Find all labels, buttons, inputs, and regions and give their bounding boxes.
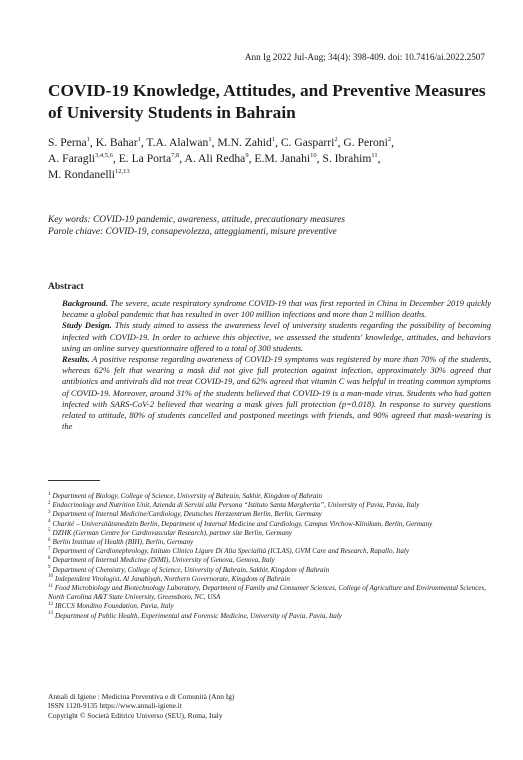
affiliation xyxy=(48,556,494,565)
author-affiliation-ref: 11 xyxy=(371,152,378,160)
affiliation-number: 8 xyxy=(48,556,51,562)
affiliation-number: 12 xyxy=(48,602,53,608)
keywords-italian: Parole chiave: COVID-19, consapevolezza, atteggiamenti, misure preventive xyxy=(48,227,337,237)
author xyxy=(48,168,130,181)
affiliation-number: 1 xyxy=(48,491,51,497)
affiliation-text: Department of Internal Medicine (DiMI), University of Genova, Genova, Italy xyxy=(52,556,275,565)
author-name: C. Gasparri xyxy=(280,136,335,149)
affiliation-number: 11 xyxy=(48,583,53,589)
journal-footer xyxy=(48,692,234,720)
author: A. Faragli$^{3,4,5,6}$, xyxy=(48,152,119,165)
journal-citation: Ann Ig 2022 Jul-Aug; 34(4): 398-409. doi: 10.7416/ai.2022.2507 xyxy=(244,52,485,62)
affiliation-text: Department of Chemistry, College of Science, University of Bahrain, Sakhir, Kingdom of Bahrain xyxy=(52,565,330,574)
author: G. Peroni$^2$, xyxy=(343,136,394,149)
affiliation-number: 5 xyxy=(48,528,51,534)
affiliation xyxy=(48,602,494,611)
affiliation-text: Charité – Universitätsmedizin Berlin, Department of Internal Medicine and Cardiology, Campus Virchow-Klinikum, Berlin, Germany xyxy=(52,519,433,528)
author: S. Perna$^1$, xyxy=(48,136,96,149)
affiliation xyxy=(48,520,494,529)
author-affiliation-ref: 12,13 xyxy=(114,168,130,176)
affiliation-number: 4 xyxy=(48,519,51,525)
affiliation-text: Department of Cardionephrology, Istituto Clinico Ligure Di Alta Specialità (ICLAS), GVM Care and Research, Rapallo, Italy xyxy=(52,547,410,556)
affiliation xyxy=(48,538,494,547)
affiliation xyxy=(48,575,494,584)
author-affiliation-ref: 1 xyxy=(137,136,141,144)
author-affiliation-ref: 1 xyxy=(271,136,276,144)
article-title: COVID-19 Knowledge, Attitudes, and Preventive Measures of University Students in Bahrain xyxy=(48,81,486,122)
author-name: E. La Porta xyxy=(118,152,172,165)
affiliation-number: 2 xyxy=(48,500,51,506)
author: E. La Porta$^{7,8}$, xyxy=(118,152,185,165)
author-name: A. Faragli xyxy=(48,152,96,165)
author: M.N. Zahid$^1$, xyxy=(217,136,281,149)
affiliation-number: 13 xyxy=(48,611,53,617)
abstract-heading: Abstract xyxy=(48,281,84,292)
abstract-section-results xyxy=(62,354,491,432)
affiliation xyxy=(48,501,494,510)
affiliation xyxy=(48,612,494,621)
affiliation-text: Department of Internal Medicine/Cardiology, Deutsches Herzzentrum Berlin, Berlin, Germany xyxy=(52,510,322,519)
footnote-divider xyxy=(48,480,100,481)
affiliation-text: Independent Virologist, Al Janabiyah, Northern Governorate, Kingdom of Bahrain xyxy=(55,574,290,583)
author-name: A. Ali Redha xyxy=(184,152,246,165)
author-list xyxy=(48,135,498,183)
author: A. Ali Redha$^9$, xyxy=(184,152,255,165)
affiliation-number: 3 xyxy=(48,510,51,516)
affiliation-number: 9 xyxy=(48,565,51,571)
affiliation xyxy=(48,492,494,501)
affiliation-number: 6 xyxy=(48,537,51,543)
keywords-english: Key words: COVID-19 pandemic, awareness, attitude, precautionary measures xyxy=(48,215,346,225)
affiliation-number: 7 xyxy=(48,546,51,552)
author-name: S. Ibrahim xyxy=(322,152,372,165)
affiliation xyxy=(48,547,494,556)
author-affiliation-ref: 2 xyxy=(334,136,338,144)
author-affiliation-ref: 9 xyxy=(245,152,249,160)
abstract-section-lead: Study Design. xyxy=(62,320,112,331)
author: T.A. Alalwan$^1$, xyxy=(146,136,218,149)
author-name: E.M. Janahi xyxy=(254,152,311,165)
affiliation-text: DZHK (German Centre for Cardiovascular Research), partner site Berlin, Germany xyxy=(52,528,292,537)
abstract-section-background xyxy=(62,298,491,320)
abstract-section-lead: Background. xyxy=(62,298,108,308)
abstract-section-text: The severe, acute respiratory syndrome COVID-19 that was first reported in China in December 2019 quickly became a global pandemic that has resulted in over 100 million infections and more than 2 million deaths. xyxy=(62,298,491,320)
affiliation-text: Endocrinology and Nutrition Unit, Azienda di Servizi alla Persona “Istituto Santa Margherita”, University of Pavia, Pavia, Italy xyxy=(52,501,420,510)
author-name: K. Bahar xyxy=(95,136,138,149)
author: K. Bahar$^1$, xyxy=(95,136,147,149)
author-name: T.A. Alalwan xyxy=(146,136,209,149)
author-affiliation-ref: 1 xyxy=(86,136,90,144)
affiliation xyxy=(48,510,494,519)
footer-journal-name: Annali di Igiene : Medicina Preventiva e di Comunità (Ann Ig) xyxy=(48,692,235,701)
abstract-section-text: This study aimed to assess the awareness level of university students regarding the possibility of becoming infected with COVID-19. In order to achieve this objective, we assessed the students' knowledge, attitudes, and behaviors using an online survey questionnaire offered to a total of 300 students. xyxy=(62,320,491,353)
affiliation-number: 10 xyxy=(48,574,53,580)
author: C. Gasparri$^2$, xyxy=(280,136,344,149)
footer-issn: ISSN 1120-9135 https://www.annali-igiene.it xyxy=(48,701,182,711)
author-affiliation-ref: 7,8 xyxy=(171,152,180,160)
author: E.M. Janahi$^{10}$, xyxy=(254,152,323,165)
abstract-section-lead: Results. xyxy=(62,354,90,365)
keywords-block xyxy=(48,214,498,238)
author-affiliation-ref: 3,4,5,6 xyxy=(95,152,113,160)
affiliation-text: Department of Biology, College of Science, University of Bahrain, Sakhir, Kingdom of Bahrain xyxy=(52,492,323,500)
footer-copyright: Copyright © Società Editrice Universo (SEU), Roma, Italy xyxy=(48,710,223,720)
affiliation-text: Food Microbiology and Biotechnology Laboratory, Department of Family and Consumer Sciences, College of Agriculture and Environmental Sciences, North Carolina A&T State University, Greensboro, NC, USA xyxy=(48,584,486,602)
affiliation xyxy=(48,566,494,575)
author-affiliation-ref: 2 xyxy=(387,136,392,144)
abstract-section-study-design xyxy=(62,320,491,354)
abstract-body xyxy=(62,298,491,432)
author-name: S. Perna xyxy=(48,136,87,149)
author-affiliation-ref: 10 xyxy=(310,152,317,160)
affiliation-list xyxy=(48,492,494,621)
author-name: G. Peroni xyxy=(343,136,388,149)
affiliation-text: Berlin Institute of Health (BIH), Berlin, Germany xyxy=(52,538,194,547)
author-affiliation-ref: 1 xyxy=(208,136,212,144)
abstract-section-text: A positive response regarding awareness of COVID-19 symptoms was registered by more than 70% of the students, whereas 62% felt that wearing a mask did not give full protection against infection, approximately 30% agreed that antibiotics and antivirals did not treat COVID-19, and 62% agreed that vitamin C was helpful in treating common symptoms of COVID-19. Moreover, around 31% of the students believed that COVID-19 is a man-made virus. Students who had gotten infected with SARS-CoV-2 believed that wearing a mask gives full protection (p=0.018). In response to survey questions related to attitude, 80% of students cancelled and postponed meetings with friends, and 90% agreed that mask-wearing is the xyxy=(62,354,491,432)
author-name: M.N. Zahid xyxy=(217,136,272,149)
affiliation-text: IRCCS Mondino Foundation, Pavia, Italy xyxy=(55,602,174,611)
affiliation xyxy=(48,584,494,602)
author-name: M. Rondanelli xyxy=(48,168,115,181)
author: S. Ibrahim$^{11}$, xyxy=(322,152,381,165)
affiliation xyxy=(48,529,494,538)
affiliation-text: Department of Public Health, Experimental and Forensic Medicine, University of Pavia, Pavia, Italy xyxy=(55,611,342,620)
